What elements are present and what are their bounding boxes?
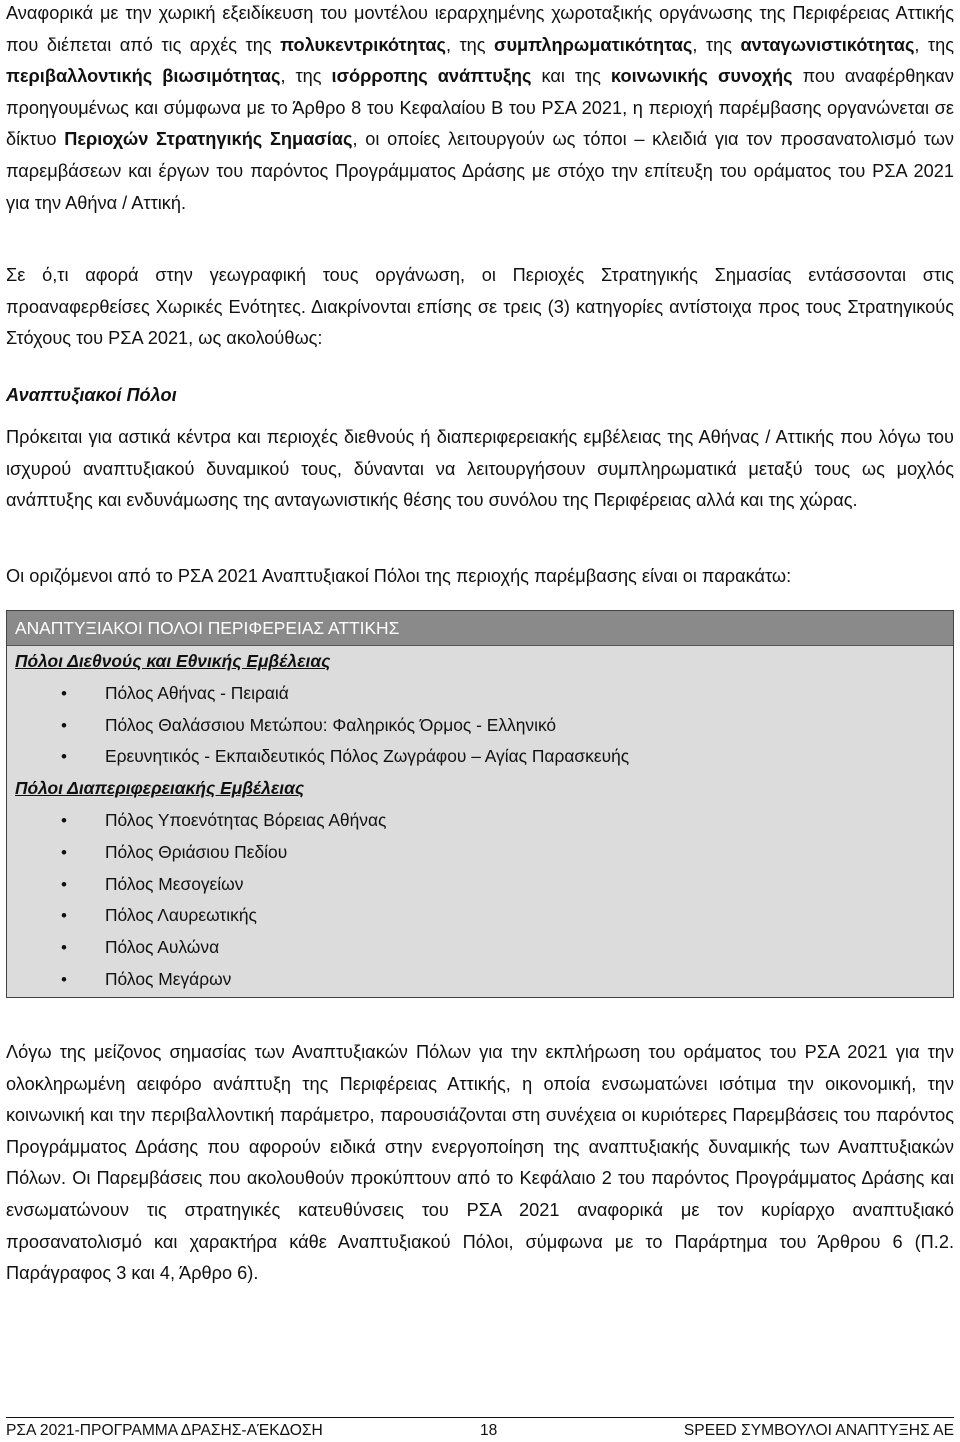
bullet-icon: • [61,938,67,958]
bold-term-sustainability: περιβαλλοντικής βιωσιμότητας [6,66,281,87]
bullet-icon: • [61,969,67,989]
text-run: , της [914,34,954,55]
text-run: που αναφέρθηκαν προηγουμένως και σύμφωνα με το Άρθρο 8 του Κεφαλαίου Β του ΡΣΑ 2021, η περιοχή παρέμβασης οργανώνεται σε δίκτυο [6,66,954,150]
bold-term-competitiveness: ανταγωνιστικότητας [740,34,915,55]
text-run: Αναφορικά με την χωρική εξειδίκευση του μοντέλου ιεραρχημένης χωροταξικής οργάνωσης της Περιφέρειας Αττικής που διέπεται από τις αρχές της [6,3,954,55]
text-run: , της [280,66,332,87]
bullet-icon: • [61,683,67,703]
bold-term-social-cohesion: κοινωνικής συνοχής [610,66,793,87]
conclusion-paragraph: Λόγω της μείζονος σημασίας των Αναπτυξιακών Πόλων για την εκπλήρωση του οράματος του ΡΣΑ 2021 για την ολοκληρωμένη αειφόρο ανάπτυξη της Περιφέρειας Αττικής, η οποία ενσωματώνει ισότιμα την οικονομική, την κοινωνική και την περιβαλλοντική παράμετρο, παρουσιάζονται στη συνέχεια οι κυριότερες Παρεμβάσεις του παρόντος Προγράμματος Δράσης που αφορούν ειδικά στην ενεργοποίηση της αναπτυξιακής δυναμικής των Αναπτυξιακών Πόλων. Οι Παρεμβάσεις που ακολουθούν προκύπτουν από το Κεφάλαιο 2 του παρόντος Προγράμματος Δράσης και ενσωματώνουν τις στρατηγικές κατευθύνσεις του ΡΣΑ 2021 αναφορικά με τον κυρίαρχο αναπτυξιακό προσανατολισμό και χαρακτήρα κάθε Αναπτυξιακού Πόλοι, σύμφωνα με το Παράρτημα του Άρθρου 6 (Π.2. Παράγραφος 3 και 4, Άρθρο 6). [6,1042,954,1284]
bullet-icon: • [61,715,67,735]
list-item [7,678,953,710]
intro-paragraph [6,0,954,219]
text-run: , της [445,34,495,55]
text-run: , οι οποίες λειτουργούν ως τόποι – κλειδιά για τον προσανατολισμό των παρεμβάσεων και έργων του παρόντος Προγράμματος Δράσης με στόχο την επίτευξη του οράματος του ΡΣΑ 2021 για την Αθήνα / Αττική. [6,129,955,213]
list-item [7,805,953,837]
group-title-international: Πόλοι Διεθνούς και Εθνικής Εμβέλειας [15,651,331,671]
bold-term-strategic-areas: Περιοχών Στρατηγικής Σημασίας [64,129,353,150]
bullet-icon: • [61,747,67,767]
list-item-label: Πόλος Υποενότητας Βόρειας Αθήνας [105,809,387,830]
bold-term-balanced-development: ισόρροπης ανάπτυξης [331,66,532,87]
list-item [7,710,953,742]
bullet-icon: • [61,906,67,926]
list-item-label: Πόλος Αυλώνα [105,937,220,958]
list-item-label: Ερευνητικός - Εκπαιδευτικός Πόλος Ζωγράφου – Αγίας Παρασκευής [105,746,630,767]
bullet-icon: • [61,874,67,894]
list-item [7,964,953,996]
list-item [7,869,953,901]
text-run: , της [692,34,741,55]
text-run: και της [531,66,611,87]
footer-document-title: ΡΣΑ 2021-ΠΡΟΓΡΑΜΜΑ ΔΡΑΣΗΣ-ΑΈΚΔΟΣΗ [6,1422,323,1439]
list-item [7,932,953,964]
list-item-label: Πόλος Λαυρεωτικής [105,905,257,926]
description-paragraph: Πρόκειται για αστικά κέντρα και περιοχές διεθνούς ή διαπεριφερειακής εμβέλειας της Αθήνας / Αττικής που λόγω του ισχυρού αναπτυξιακού δυναμικού τους, δύνανται να λειτουργήσουν συμπληρωματικά μεταξύ τους ως μοχλός ανάπτυξης και ενδυνάμωσης της ανταγωνιστικής θέσης του συνόλου της Περιφέρειας αλλά και της χώρας. [6,427,954,511]
bold-term-polycentricity: πολυκεντρικότητας [280,34,446,55]
list-item-label: Πόλος Θριάσιου Πεδίου [105,841,288,862]
list-item-label: Πόλος Μεσογείων [105,873,244,894]
bullet-icon: • [61,810,67,830]
development-poles-box [6,610,954,998]
list-item-label: Πόλος Αθήνας - Πειραιά [105,682,289,703]
group-title-interregional: Πόλοι Διαπεριφερειακής Εμβέλειας [15,778,305,799]
page-footer [6,1420,954,1442]
section-heading: Αναπτυξιακοί Πόλοι [6,385,177,405]
list-item-label: Πόλος Θαλάσσιου Μετώπου: Φαληρικός Όρμος - Ελληνικό [105,714,557,735]
bold-term-complementarity: συμπληρωματικότητας [494,34,693,55]
bullet-icon: • [61,842,67,862]
list-intro-paragraph: Οι οριζόμενοι από το ΡΣΑ 2021 Αναπτυξιακοί Πόλοι της περιοχής παρέμβασης είναι οι παρακάτω: [6,566,792,586]
list-item [7,837,953,869]
footer-company: SPEED ΣΥΜΒΟΥΛΟΙ ΑΝΑΠΤΥΞΗΣ ΑΕ [683,1422,954,1439]
footer-divider [6,1417,954,1418]
list-item [7,900,953,932]
list-item [7,741,953,773]
geographic-paragraph: Σε ό,τι αφορά στην γεωγραφική τους οργάνωση, οι Περιοχές Στρατηγικής Σημασίας εντάσσονται στις προαναφερθείσες Χωρικές Ενότητες. Διακρίνονται επίσης σε τρεις (3) κατηγορίες αντίστοιχα προς τους Στρατηγικούς Στόχους του ΡΣΑ 2021, ως ακολούθως: [6,265,954,349]
page-number: 18 [480,1422,498,1439]
box-header: ΑΝΑΠΤΥΞΙΑΚΟΙ ΠΟΛΟΙ ΠΕΡΙΦΕΡΕΙΑΣ ΑΤΤΙΚΗΣ [7,611,953,646]
list-item-label: Πόλος Μεγάρων [105,968,232,989]
